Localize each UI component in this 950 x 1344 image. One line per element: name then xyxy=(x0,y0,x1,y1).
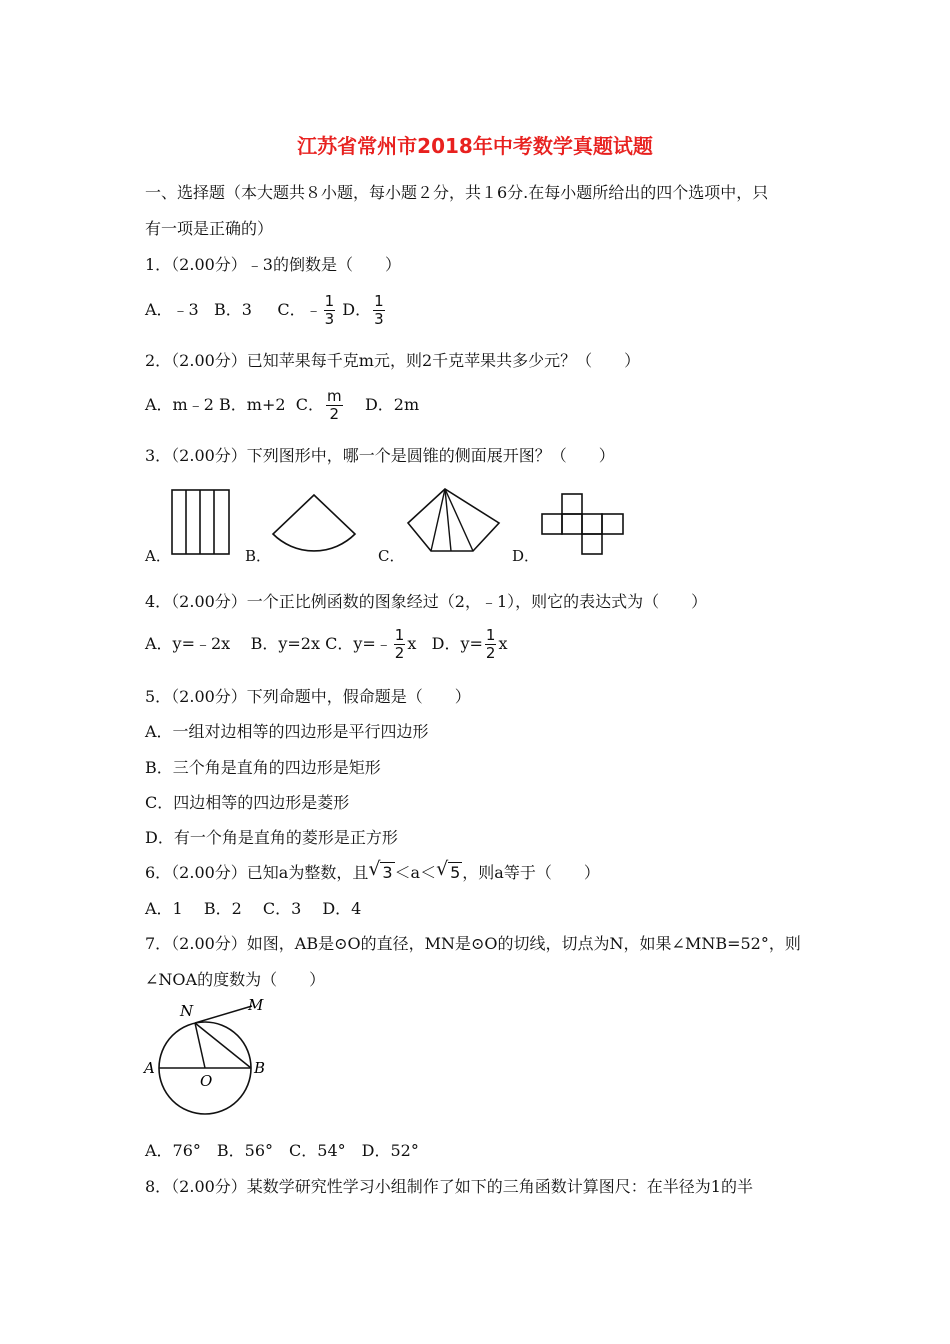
q7-stem-line2: ∠NOA的度数为（ ） xyxy=(145,970,326,989)
q4-option-c: C．y=﹣ $\frac{1}{2}$ x xyxy=(325,626,417,662)
q7-label-a: A xyxy=(144,1059,155,1077)
q5-option-d: D．有一个角是直角的菱形是正方形 xyxy=(145,828,398,847)
q3-stem: 3．（2.00分）下列图形中，哪一个是圆锥的侧面展开图？（ ） xyxy=(145,446,615,465)
q3-option-b: B． xyxy=(245,547,272,565)
q2-options xyxy=(145,388,419,423)
q3-figure-a-rectangles xyxy=(170,488,232,558)
q3-figure-b-sector xyxy=(268,492,360,564)
q4-fraction-c: $\frac{1}{2}$ xyxy=(394,626,405,662)
q1-option-d: D． $\frac{1}{3}$ xyxy=(342,292,384,328)
q6-sqrt-3: √ 3 xyxy=(368,858,393,882)
q2-stem: 2．（2.00分）已知苹果每千克m元，则2千克苹果共多少元？（ ） xyxy=(145,351,641,370)
q1-option-c: C．﹣ $\frac{1}{3}$ xyxy=(277,292,335,328)
q7-label-m: M xyxy=(248,996,264,1014)
q3-figure-d-cube-net xyxy=(540,492,626,556)
q7-stem-line1: 7．（2.00分）如图，AB是⊙O的直径，MN是⊙O的切线，切点为N，如果∠MNB=52°，则 xyxy=(145,934,801,953)
q1-stem: 1．（2.00分）﹣3的倒数是（ ） xyxy=(145,255,401,274)
q7-circle-diagram xyxy=(140,994,275,1120)
q2-fraction-c: $\frac{m}{2}$ xyxy=(326,387,342,423)
q1-option-b: B．3 xyxy=(214,300,252,319)
q6-sqrt-5: √ 5 xyxy=(436,858,461,882)
q5-option-a: A．一组对边相等的四边形是平行四边形 xyxy=(145,722,429,741)
page-title: 江苏省常州市2018年中考数学真题试题 xyxy=(297,134,653,158)
q4-options xyxy=(145,627,508,662)
q2-option-c: C． $\frac{m}{2}$ xyxy=(295,387,342,423)
q4-option-a: A．y=﹣2x xyxy=(145,634,231,653)
section-heading-line2: 有一项是正确的） xyxy=(145,219,274,238)
q1-options xyxy=(145,293,387,328)
q3-option-d: D． xyxy=(512,547,540,565)
q1-option-a: A．﹣3 xyxy=(145,300,199,319)
q3-option-c: C． xyxy=(378,547,405,565)
q7-label-n: N xyxy=(180,1002,194,1020)
q3-figure-c-pyramid xyxy=(403,485,503,555)
q2-option-d: D．2m xyxy=(364,395,420,414)
q7-label-b: B xyxy=(254,1059,266,1077)
q7-options: A．76° B．56° C．54° D．52° xyxy=(145,1141,419,1160)
q4-stem: 4．（2.00分）一个正比例函数的图象经过（2，﹣1），则它的表达式为（ ） xyxy=(145,592,708,611)
section-heading-line1: 一、选择题（本大题共８小题，每小题２分，共１6分.在每小题所给出的四个选项中，只 xyxy=(145,183,769,202)
q1-fraction-d: $\frac{1}{3}$ xyxy=(374,292,384,328)
q5-stem: 5．（2.00分）下列命题中，假命题是（ ） xyxy=(145,687,471,706)
q3-option-a: A． xyxy=(145,547,171,565)
q4-option-d: D．y= $\frac{1}{2}$ x xyxy=(431,626,508,662)
q4-option-b: B．y=2x xyxy=(250,634,320,653)
q7-label-o: O xyxy=(200,1072,213,1090)
q4-fraction-d: $\frac{1}{2}$ xyxy=(485,626,496,662)
q5-option-c: C．四边相等的四边形是菱形 xyxy=(145,793,350,812)
q2-option-b: B．m+2 xyxy=(219,395,286,414)
q2-option-a: A．m﹣2 xyxy=(145,395,214,414)
q8-stem: 8．（2.00分）某数学研究性学习小组制作了如下的三角函数计算图尺：在半径为1的半 xyxy=(145,1177,753,1196)
q5-option-b: B．三个角是直角的四边形是矩形 xyxy=(145,758,381,777)
q6-options: A．1 B．2 C．3 D．4 xyxy=(145,899,362,918)
q6-stem: 6．（2.00分）已知a为整数，且 √ 3 ＜a＜ √ 5 ，则a等于（ ） xyxy=(145,858,600,882)
q1-fraction-c: $\frac{1}{3}$ xyxy=(324,292,335,328)
